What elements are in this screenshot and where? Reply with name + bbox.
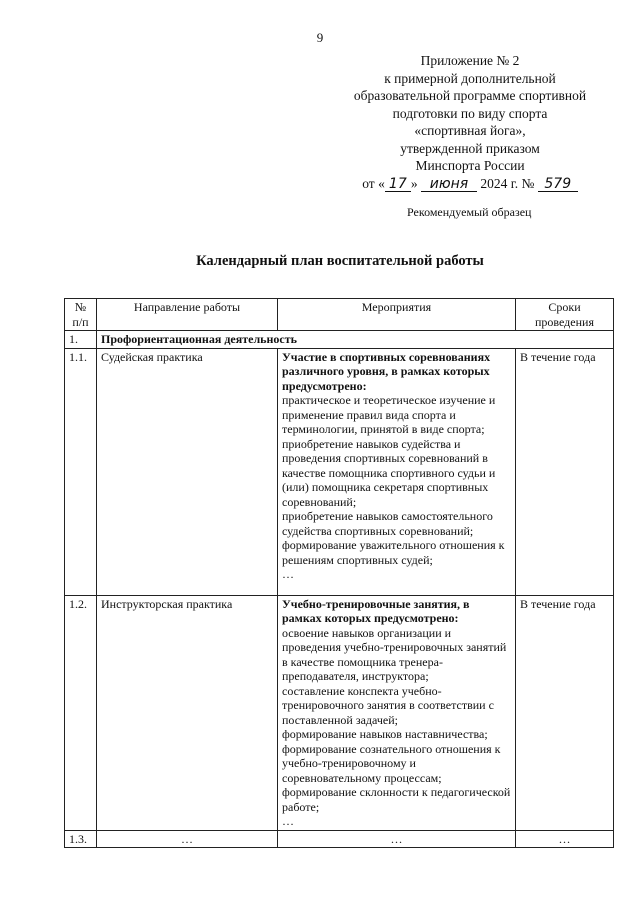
header-direction: Направление работы: [97, 299, 278, 331]
header-terms: Сроки проведения: [516, 299, 614, 331]
order-number: 579: [538, 177, 578, 192]
appendix-line: образовательной программе спортивной: [353, 88, 587, 103]
activity-item: формирование навыков наставничества;: [282, 727, 488, 741]
header-activities: Мероприятия: [278, 299, 516, 331]
section-num: 1.: [65, 331, 97, 349]
activity-item: формирование уважительного отношения к решениям спортивных судей;: [282, 538, 505, 567]
section-row: [65, 331, 614, 349]
order-quote-close: »: [410, 175, 418, 191]
row-direction: Инструкторская практика: [97, 595, 278, 830]
row-term: …: [516, 830, 614, 848]
document-title: Календарный план воспитательной работы: [196, 253, 484, 269]
table-header-row: [65, 299, 614, 331]
activity-item: формирование склонности к педагогической работе;: [282, 785, 511, 814]
order-line: [330, 175, 610, 193]
row-term: В течение года: [516, 348, 614, 595]
table-row: [65, 830, 614, 848]
row-activities: …: [278, 830, 516, 848]
row-activities: [278, 348, 516, 595]
activity-item: приобретение навыков судейства и проведения спортивных соревнований в качестве помощника спортивного судьи и (или) помощника секретаря спортивных соревнований;: [282, 436, 496, 509]
appendix-line: к примерной дополнительной: [384, 70, 556, 86]
section-title: Профориентационная деятельность: [97, 331, 614, 349]
recommended-sample-label: Рекомендуемый образец: [407, 205, 532, 219]
row-term: В течение года: [516, 595, 614, 830]
appendix-line: подготовки по виду спорта: [392, 105, 548, 121]
row-activities: [278, 595, 516, 830]
order-month: июня: [421, 177, 477, 192]
activity-ellipsis: …: [282, 567, 294, 581]
appendix-line: утвержденной приказом: [400, 140, 540, 156]
activity-item: приобретение навыков самостоятельного судейства спортивных соревнований;: [282, 509, 493, 538]
row-num: 1.3.: [65, 830, 97, 848]
activity-heading: Учебно-тренировочные занятия, в рамках которых предусмотрено:: [282, 596, 470, 625]
row-direction: …: [97, 830, 278, 848]
order-prefix: от «: [362, 175, 385, 191]
table-row: [65, 348, 614, 595]
appendix-line: Минспорта России: [415, 158, 525, 173]
table-row: [65, 595, 614, 830]
order-year: 2024 г. №: [480, 175, 535, 191]
work-plan-table: [64, 298, 614, 848]
row-direction: Судейская практика: [97, 348, 278, 595]
activity-item: освоение навыков организации и проведения учебно-тренировочных занятий в качестве помощника тренера-преподавателя, инструктора;: [282, 625, 507, 683]
row-num: 1.2.: [65, 595, 97, 830]
page-number: 9: [316, 30, 324, 45]
appendix-line: Приложение № 2: [420, 53, 520, 68]
activity-item: формирование сознательного отношения к учебно-тренировочному и соревновательному процессам;: [282, 741, 501, 785]
order-day: 17: [385, 177, 411, 192]
activity-heading: Участие в спортивных соревнованиях различного уровня, в рамках которых предусмотрено:: [282, 349, 491, 393]
activity-ellipsis: …: [282, 814, 294, 828]
appendix-header: [330, 52, 610, 192]
activity-item: составление конспекта учебно-тренировочного занятия в соответствии с поставленной задачей;: [282, 683, 494, 727]
header-num: № п/п: [65, 299, 97, 331]
activity-item: практическое и теоретическое изучение и применение правил вида спорта и терминологии, принятой в виде спорта;: [282, 393, 496, 436]
appendix-line: «спортивная йога»,: [414, 123, 526, 138]
row-num: 1.1.: [65, 348, 97, 595]
